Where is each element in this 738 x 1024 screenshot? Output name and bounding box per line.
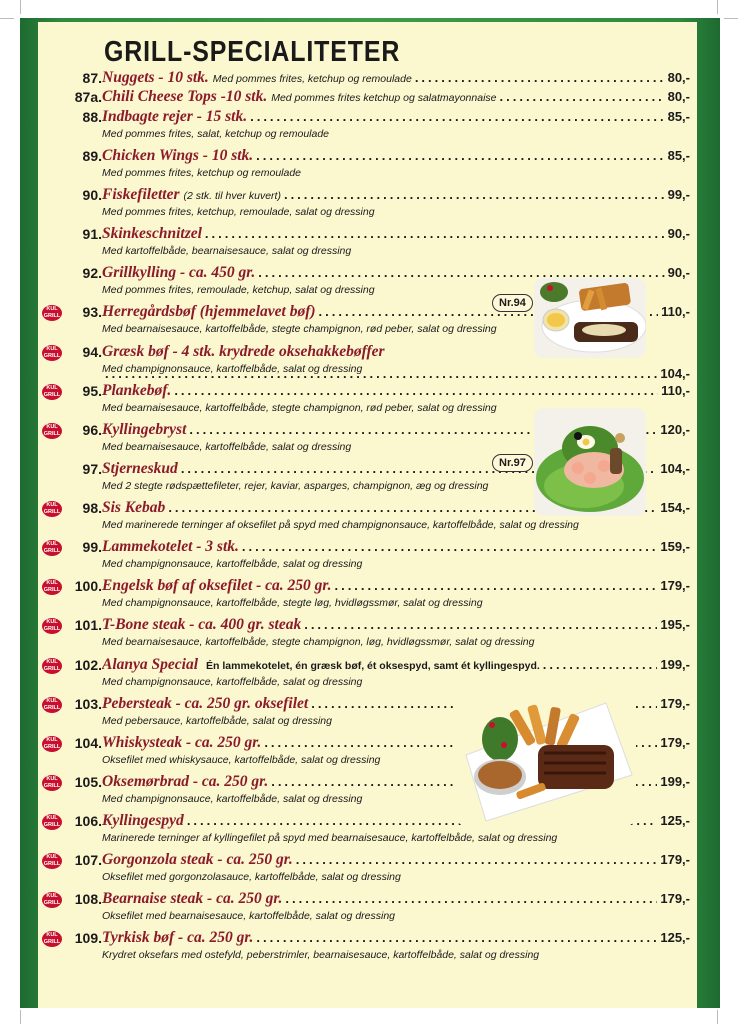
kulgrill-badge: KUL GRILL: [43, 737, 61, 750]
item-name: Grillkylling - ca. 450 gr.: [102, 264, 256, 281]
dot-leader: [250, 109, 665, 124]
dot-leader: [205, 226, 665, 241]
menu-item: [40, 88, 692, 108]
item-name: Bearnaise steak - ca. 250 gr.: [102, 890, 283, 907]
item-line: [102, 366, 690, 381]
menu-item-row: [40, 186, 692, 206]
menu-item: [40, 186, 692, 218]
item-description: Med pebersauce, kartoffelbåde, salat og dressing: [102, 715, 332, 727]
dot-leader: [284, 187, 665, 202]
kulgrill-badge: KUL GRILL: [43, 346, 61, 359]
dot-leader: [256, 148, 664, 163]
item-name: Gorgonzola steak - ca. 250 gr.: [102, 851, 293, 868]
item-number: 106.: [74, 813, 102, 829]
menu-item-row: [40, 538, 692, 558]
item-price: 125,-: [660, 813, 690, 828]
item-inline-note: Én lammekotelet, én græsk bøf, ét oksespyd, samt ét kyllingespyd.: [206, 660, 540, 672]
menu-item-row: [40, 147, 692, 167]
item-description: Med champignonsauce, kartoffelbåde, salat og dressing: [102, 676, 363, 688]
item-description: Oksefilet med gorgonzolasauce, kartoffelbåde, salat og dressing: [102, 871, 401, 883]
item-name: T-Bone steak - ca. 400 gr. steak: [102, 616, 302, 633]
item-inline-note: Med pommes frites ketchup og salatmayonnaise: [271, 92, 497, 104]
dot-leader: [334, 578, 657, 593]
item-number: 104.: [74, 735, 102, 751]
item-number: 89.: [82, 148, 102, 164]
item-price: 199,-: [660, 657, 690, 672]
dot-leader: [415, 70, 665, 85]
item-name: Alanya Special: [102, 656, 199, 673]
item-description: Oksefilet med bearnaisesauce, kartoffelbåde, salat og dressing: [102, 910, 396, 922]
item-line: [102, 656, 690, 674]
menu-item-row: [40, 382, 692, 402]
item-price: 80,-: [667, 89, 690, 104]
item-line: [102, 88, 690, 106]
item-description: Med champignonsauce, kartoffelbåde, salat og dressing: [102, 793, 363, 805]
kulgrill-badge: KUL GRILL: [43, 385, 61, 398]
item-name: Herregårdsbøf (hjemmelavet bøf): [102, 303, 316, 320]
dot-leader: [285, 891, 657, 906]
item-price: 159,-: [660, 539, 690, 554]
menu-item: [40, 656, 692, 688]
crop-mark: [0, 18, 14, 19]
kulgrill-badge: KUL GRILL: [43, 932, 61, 945]
item-name: Engelsk bøf af oksefilet - ca. 250 gr.: [102, 577, 332, 594]
item-number: 98.: [82, 500, 102, 516]
menu-item: [40, 616, 692, 648]
item-name: Lammekotelet - 3 stk.: [102, 538, 239, 555]
item-price: 195,-: [660, 617, 690, 632]
menu-item-row: [40, 656, 692, 676]
item-description: Med bearnaisesauce, kartoffelbåde, stegte champignon, rød peber, salat og dressing: [102, 402, 497, 414]
item-number: 105.: [74, 774, 102, 790]
item-line: [102, 538, 690, 556]
item-number: 94.: [82, 344, 102, 360]
dot-leader: [174, 383, 658, 398]
kulgrill-badge: KUL GRILL: [43, 776, 61, 789]
item-price: 199,-: [660, 774, 690, 789]
item-name: Tyrkisk bøf - ca. 250 gr.: [102, 929, 254, 946]
item-name: Pebersteak - ca. 250 gr. oksefilet: [102, 695, 309, 712]
item-line: [102, 69, 690, 87]
item-line: [102, 343, 385, 361]
item-line: [102, 108, 690, 126]
photo-tag: Nr.97: [492, 454, 533, 472]
item-name: Kyllingespyd: [102, 812, 184, 829]
crop-mark: [20, 1010, 21, 1024]
item-description: Med champignonsauce, kartoffelbåde, stegte løg, hvidløgssmør, salat og dressing: [102, 597, 483, 609]
item-name: Sis Kebab: [102, 499, 166, 516]
item-line: [102, 929, 690, 947]
menu-item-row: [40, 108, 692, 128]
menu-item: [40, 929, 692, 961]
item-inline-note: Med pommes frites, ketchup og remoulade: [212, 73, 412, 85]
item-name: Stjerneskud: [102, 460, 178, 477]
item-price: 179,-: [660, 891, 690, 906]
food-photo-nr94: [534, 278, 646, 358]
menu-item: [40, 851, 692, 883]
item-description: Med pommes frites, ketchup, remoulade, salat og dressing: [102, 206, 375, 218]
item-number: 108.: [74, 891, 102, 907]
menu-item-row: [40, 616, 692, 636]
menu-item-row: [40, 890, 692, 910]
page-title: GRILL-SPECIALITETER: [104, 36, 401, 68]
item-description: Med pommes frites, ketchup og remoulade: [102, 167, 302, 179]
item-number: 103.: [74, 696, 102, 712]
menu-item: [40, 382, 692, 414]
menu-item: [40, 108, 692, 140]
kulgrill-badge: KUL GRILL: [43, 893, 61, 906]
item-number: 87a.: [74, 89, 102, 105]
item-description: Med marinerede terninger af oksefilet på spyd med champignonsauce, kartoffelbåde, salat og dressing: [102, 519, 579, 531]
item-line: [102, 186, 690, 204]
item-price: 85,-: [667, 109, 690, 124]
item-price: 110,-: [661, 383, 690, 398]
menu-item-row: [40, 88, 692, 108]
item-description: Med bearnaisesauce, kartoffelbåde, stegte champignon, løg, hvidløgssmør, salat og dressing: [102, 636, 535, 648]
item-number: 101.: [74, 617, 102, 633]
menu-item-row: [40, 929, 692, 949]
item-description: Med 2 stegte rødspættefileter, rejer, kaviar, asparges, champignon, æg og dressing: [102, 480, 489, 492]
item-description: Med champignonsauce, kartoffelbåde, salat og dressing: [102, 558, 363, 570]
item-number: 88.: [82, 109, 102, 125]
item-description: Med pommes frites, remoulade, ketchup, salat og dressing: [102, 284, 375, 296]
item-description: Med bearnaisesauce, kartoffelbåde, stegte champignon, rød peber, salat og dressing: [102, 323, 497, 335]
dot-leader: [256, 930, 657, 945]
dot-leader: [296, 852, 658, 867]
dot-leader: [242, 539, 657, 554]
item-line: [102, 851, 690, 869]
item-number: 93.: [82, 304, 102, 320]
kulgrill-badge: KUL GRILL: [43, 306, 61, 319]
food-photo-nr97: [534, 408, 646, 516]
dot-leader: [500, 89, 665, 104]
kulgrill-badge: KUL GRILL: [43, 659, 61, 672]
crop-mark: [724, 18, 738, 19]
item-price: 104,-: [660, 461, 690, 476]
item-description: Med kartoffelbåde, bearnaisesauce, salat og dressing: [102, 245, 352, 257]
item-name: Chili Cheese Tops -10 stk.: [102, 88, 268, 105]
item-name: Fiskefiletter: [102, 186, 180, 203]
item-description: Marinerede terninger af kyllingefilet på spyd med bearnaisesauce, kartoffelbåde, salat og dressing: [102, 832, 558, 844]
item-description: Oksefilet med whiskysauce, kartoffelbåde, salat og dressing: [102, 754, 381, 766]
item-number: 92.: [82, 265, 102, 281]
kulgrill-badge: KUL GRILL: [43, 580, 61, 593]
menu-item: [40, 69, 692, 89]
item-name: Indbagte rejer - 15 stk.: [102, 108, 248, 125]
item-description: Med pommes frites, salat, ketchup og remoulade: [102, 128, 330, 140]
item-number: 91.: [82, 226, 102, 242]
item-price: 104,-: [660, 366, 690, 381]
menu-item-row: [40, 851, 692, 871]
item-number: 97.: [82, 461, 102, 477]
dot-leader: [304, 617, 657, 632]
menu-item: [40, 538, 692, 570]
item-name: Skinkeschnitzel: [102, 225, 202, 242]
item-price: 90,-: [667, 226, 690, 241]
item-number: 100.: [74, 578, 102, 594]
item-price: 179,-: [660, 578, 690, 593]
item-number: 95.: [82, 383, 102, 399]
item-line: [102, 616, 690, 634]
photo-tag: Nr.94: [492, 294, 533, 312]
item-price: 99,-: [667, 187, 690, 202]
item-inline-note: (2 stk. til hver kuvert): [183, 190, 281, 202]
crop-mark: [717, 0, 718, 14]
kulgrill-badge: KUL GRILL: [43, 815, 61, 828]
menu-item: [40, 577, 692, 609]
item-price: 85,-: [667, 148, 690, 163]
item-description: Krydret oksefars med ostefyld, peberstrimler, bearnaisesauce, kartoffelbåde, salat og dressing: [102, 949, 540, 961]
item-name: Græsk bøf - 4 stk. krydrede oksehakkebøffer: [102, 343, 385, 360]
item-number: 90.: [82, 187, 102, 203]
item-name: Plankebøf.: [102, 382, 172, 399]
kulgrill-badge: KUL GRILL: [43, 424, 61, 437]
item-price: 179,-: [660, 696, 690, 711]
kulgrill-badge: KUL GRILL: [43, 698, 61, 711]
item-price: 90,-: [667, 265, 690, 280]
kulgrill-badge: KUL GRILL: [43, 502, 61, 515]
item-price: 120,-: [660, 422, 690, 437]
crop-mark: [717, 1010, 718, 1024]
item-line: [102, 890, 690, 908]
item-line: [102, 382, 690, 400]
item-price: 125,-: [660, 930, 690, 945]
item-line: [102, 225, 690, 243]
item-name: Whiskysteak - ca. 250 gr.: [102, 734, 262, 751]
menu-item: [40, 890, 692, 922]
menu-item: [40, 225, 692, 257]
item-number: 107.: [74, 852, 102, 868]
item-number: 99.: [82, 539, 102, 555]
item-number: 96.: [82, 422, 102, 438]
kulgrill-badge: KUL GRILL: [43, 619, 61, 632]
item-number: 87.: [82, 70, 102, 86]
item-name: Oksemørbrad - ca. 250 gr.: [102, 773, 269, 790]
item-name: Nuggets - 10 stk.: [102, 69, 209, 86]
dot-leader: [543, 657, 658, 672]
item-price: 110,-: [661, 304, 690, 319]
item-name: Chicken Wings - 10 stk.: [102, 147, 254, 164]
item-description: Med bearnaisesauce, kartoffelbåde, salat og dressing: [102, 441, 352, 453]
item-line: [102, 147, 690, 165]
menu-item-row: [40, 577, 692, 597]
kulgrill-badge: KUL GRILL: [43, 854, 61, 867]
item-number: 102.: [74, 657, 102, 673]
item-price: 154,-: [660, 500, 690, 515]
crop-mark: [20, 0, 21, 14]
item-price: 80,-: [667, 70, 690, 85]
dot-leader: [105, 366, 657, 381]
item-number: 109.: [74, 930, 102, 946]
item-description: Med champignonsauce, kartoffelbåde, salat og dressing: [102, 363, 363, 375]
food-photo-steak: [456, 695, 636, 825]
item-price: 179,-: [660, 852, 690, 867]
item-name: Kyllingebryst: [102, 421, 187, 438]
menu-item-row: [40, 69, 692, 89]
item-line: [102, 577, 690, 595]
kulgrill-badge: KUL GRILL: [43, 541, 61, 554]
item-price: 179,-: [660, 735, 690, 750]
menu-item: [40, 147, 692, 179]
menu-item-row: [40, 225, 692, 245]
